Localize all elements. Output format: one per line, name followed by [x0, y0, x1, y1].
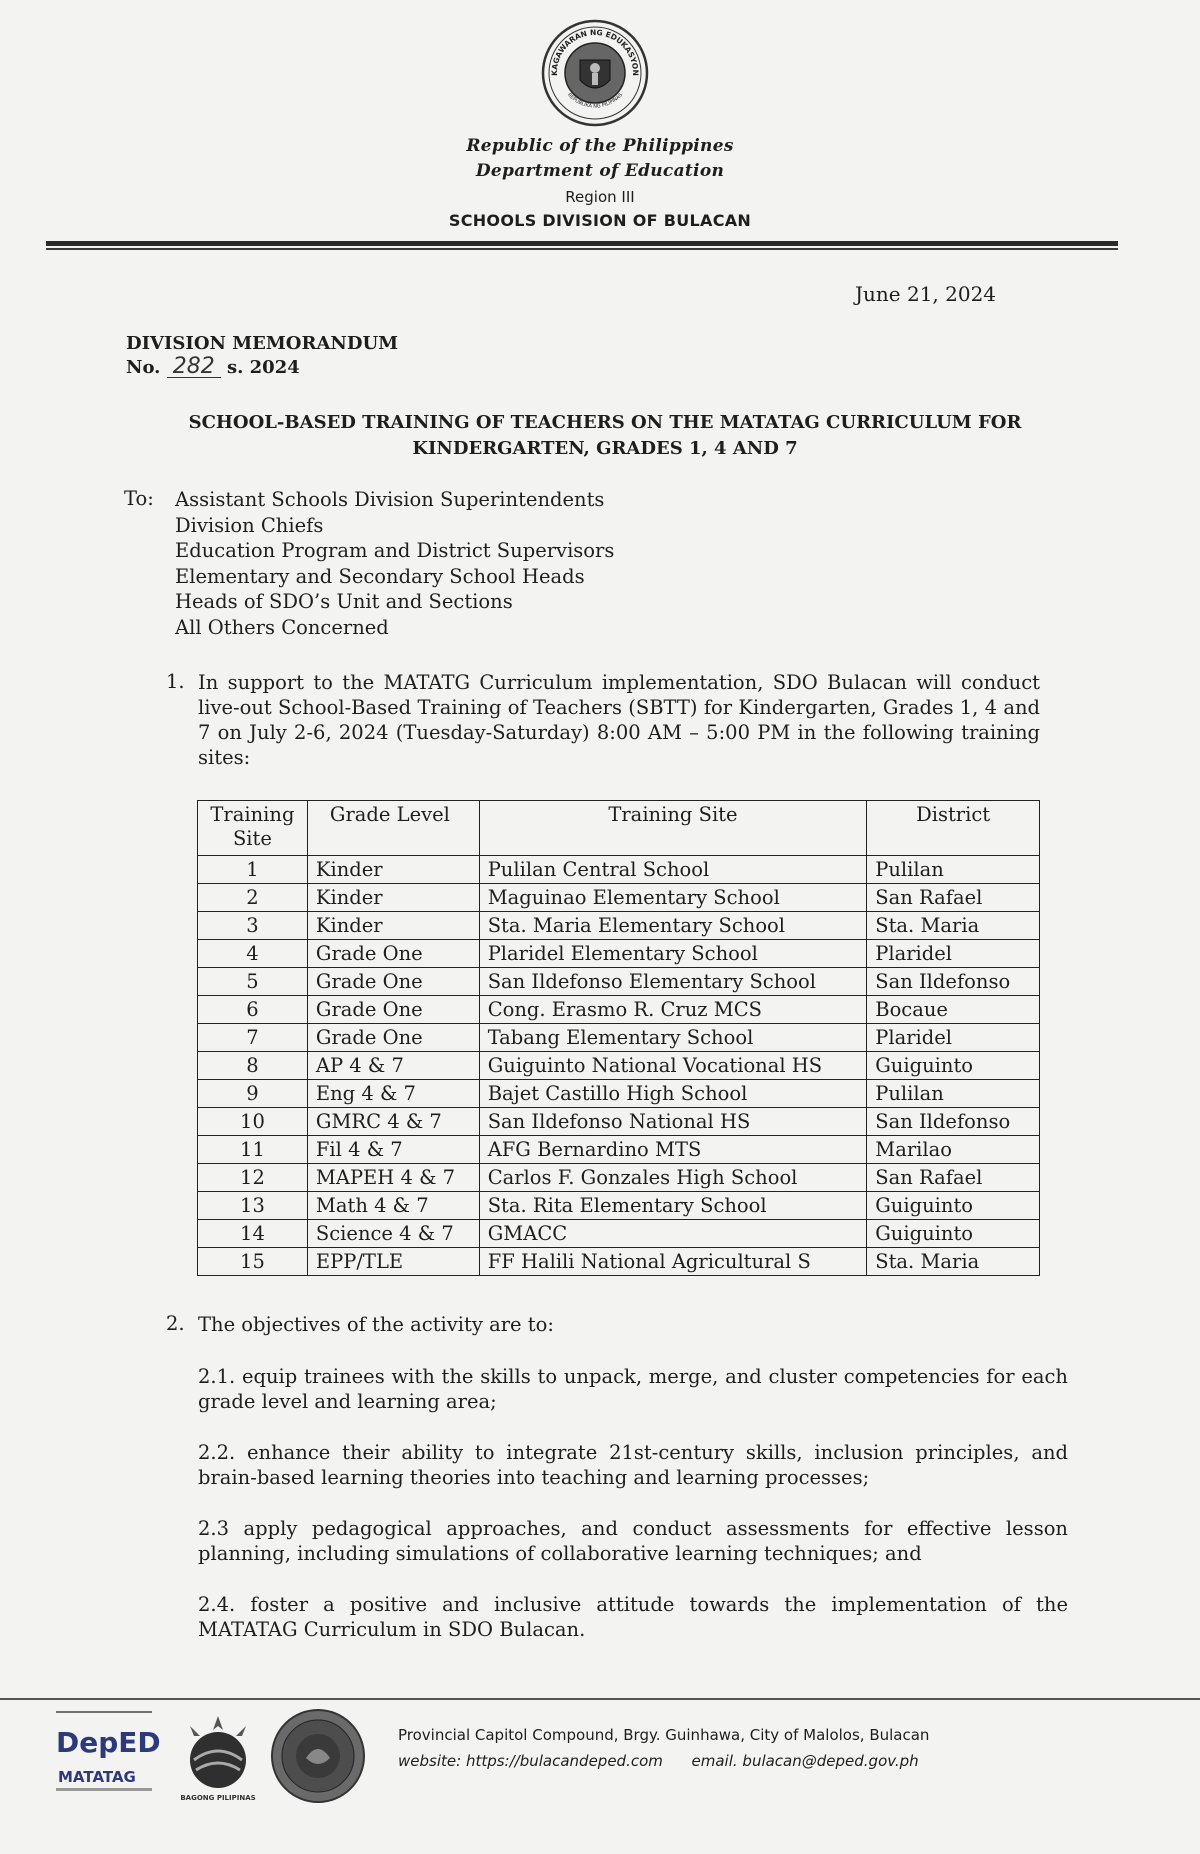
table-row	[198, 1108, 1040, 1136]
para2-number: 2.	[166, 1312, 185, 1335]
cell-training-site: Tabang Elementary School	[479, 1024, 867, 1052]
cell-training-site: Carlos F. Gonzales High School	[479, 1164, 867, 1192]
department-line: Department of Education	[475, 161, 725, 181]
deped-seal-logo	[540, 18, 650, 128]
cell-grade-level: Math 4 & 7	[307, 1192, 479, 1220]
cell-district: Guiguinto	[867, 1052, 1040, 1080]
footer-rule	[0, 1698, 1200, 1700]
cell-district: Pulilan	[867, 856, 1040, 884]
recipient-item: Education Program and District Supervisors	[175, 539, 615, 562]
cell-training-site: Plaridel Elementary School	[479, 940, 867, 968]
cell-site-number: 9	[198, 1080, 308, 1108]
bagong-pilipinas-logo	[170, 1712, 266, 1804]
objective-item: 2.3 apply pedagogical approaches, and conduct assessments for effective lesson planning, including simulations of collaborative learning techniques; and	[198, 1517, 1068, 1565]
recipient-item: Heads of SDO’s Unit and Sections	[175, 590, 513, 613]
cell-training-site: Bajet Castillo High School	[479, 1080, 867, 1108]
website-label: website:	[398, 1752, 462, 1770]
recipient-item: Assistant Schools Division Superintendents	[175, 488, 605, 511]
cell-grade-level: MAPEH 4 & 7	[307, 1164, 479, 1192]
cell-site-number: 10	[198, 1108, 308, 1136]
cell-site-number: 6	[198, 996, 308, 1024]
table-row	[198, 884, 1040, 912]
cell-training-site: Maguinao Elementary School	[479, 884, 867, 912]
cell-district: Plaridel	[867, 1024, 1040, 1052]
header-training-site: Training Site	[479, 801, 867, 856]
header-rule-thick	[46, 241, 1118, 246]
republic-line: Republic of the Philippines	[466, 136, 734, 156]
header-training-site-no: Training Site	[198, 801, 308, 856]
table-row	[198, 1220, 1040, 1248]
cell-grade-level: Grade One	[307, 968, 479, 996]
sdo-bulacan-seal	[270, 1708, 366, 1804]
subject-line-1: SCHOOL-BASED TRAINING OF TEACHERS ON THE MATATAG CURRICULUM FOR	[188, 412, 1022, 433]
email-label: email.	[691, 1752, 738, 1770]
cell-grade-level: AP 4 & 7	[307, 1052, 479, 1080]
footer-contact	[398, 1752, 919, 1770]
para1-text: In support to the MATATG Curriculum implementation, SDO Bulacan will conduct live-out School-Based Training of Teachers (SBTT) for Kindergarten, Grades 1, 4 and 7 on July 2-6, 2024 (Tuesday-Saturday) 8:00 AM – 5:00 PM in the following training sites:	[198, 671, 1040, 769]
cell-training-site: Cong. Erasmo R. Cruz MCS	[479, 996, 867, 1024]
objective-item: 2.1. equip trainees with the skills to unpack, merge, and cluster competencies for each grade level and learning area;	[198, 1365, 1068, 1413]
cell-training-site: GMACC	[479, 1220, 867, 1248]
table-header-row	[198, 801, 1040, 856]
header-district: District	[867, 801, 1040, 856]
cell-site-number: 11	[198, 1136, 308, 1164]
cell-site-number: 14	[198, 1220, 308, 1248]
table-row	[198, 968, 1040, 996]
cell-site-number: 12	[198, 1164, 308, 1192]
deped-matatag-logo	[52, 1700, 162, 1800]
cell-training-site: San Ildefonso Elementary School	[479, 968, 867, 996]
recipient-item: Division Chiefs	[175, 513, 324, 537]
memo-date: June 21, 2024	[855, 282, 997, 306]
deped-wordmark: DepED	[56, 1726, 161, 1759]
para1-number: 1.	[166, 670, 185, 693]
cell-district: Bocaue	[867, 996, 1040, 1024]
cell-grade-level: Kinder	[307, 912, 479, 940]
cell-site-number: 8	[198, 1052, 308, 1080]
cell-site-number: 5	[198, 968, 308, 996]
cell-district: Guiguinto	[867, 1192, 1040, 1220]
email-link[interactable]: bulacan@deped.gov.ph	[742, 1752, 919, 1770]
table-row	[198, 1080, 1040, 1108]
cell-site-number: 13	[198, 1192, 308, 1220]
training-sites-table	[197, 800, 1040, 1276]
cell-district: San Ildefonso	[867, 968, 1040, 996]
cell-grade-level: Kinder	[307, 856, 479, 884]
cell-grade-level: Fil 4 & 7	[307, 1136, 479, 1164]
table-row	[198, 996, 1040, 1024]
cell-district: Guiguinto	[867, 1220, 1040, 1248]
cell-site-number: 2	[198, 884, 308, 912]
footer-address: Provincial Capitol Compound, Brgy. Guinhawa, City of Malolos, Bulacan	[398, 1726, 930, 1744]
cell-grade-level: Kinder	[307, 884, 479, 912]
cell-grade-level: Eng 4 & 7	[307, 1080, 479, 1108]
cell-grade-level: Science 4 & 7	[307, 1220, 479, 1248]
cell-grade-level: GMRC 4 & 7	[307, 1108, 479, 1136]
cell-training-site: Pulilan Central School	[479, 856, 867, 884]
table-row	[198, 1052, 1040, 1080]
cell-district: Marilao	[867, 1136, 1040, 1164]
cell-district: San Rafael	[867, 884, 1040, 912]
para2-intro: The objectives of the activity are to:	[198, 1313, 554, 1336]
cell-training-site: FF Halili National Agricultural S	[479, 1248, 867, 1276]
objective-item: 2.4. foster a positive and inclusive attitude towards the implementation of the MATATAG Curriculum in SDO Bulacan.	[198, 1593, 1068, 1641]
cell-site-number: 4	[198, 940, 308, 968]
cell-district: San Rafael	[867, 1164, 1040, 1192]
header-grade-level: Grade Level	[307, 801, 479, 856]
to-label: To:	[124, 487, 154, 510]
cell-district: Pulilan	[867, 1080, 1040, 1108]
subject-line-2: KINDERGARTEN, GRADES 1, 4 AND 7	[412, 438, 798, 459]
cell-site-number: 15	[198, 1248, 308, 1276]
table-row	[198, 1192, 1040, 1220]
memo-number-handwritten: 282	[167, 357, 221, 378]
cell-grade-level: Grade One	[307, 940, 479, 968]
bagong-pilipinas-text: BAGONG PILIPINAS	[180, 1794, 256, 1802]
cell-training-site: Sta. Maria Elementary School	[479, 912, 867, 940]
cell-district: Sta. Maria	[867, 912, 1040, 940]
division-line: SCHOOLS DIVISION OF BULACAN	[448, 211, 752, 230]
table-row	[198, 856, 1040, 884]
region-line: Region III	[565, 188, 635, 206]
table-row	[198, 1136, 1040, 1164]
table-row	[198, 1248, 1040, 1276]
cell-grade-level: Grade One	[307, 1024, 479, 1052]
website-link[interactable]: https://bulacandeped.com	[465, 1752, 663, 1770]
memo-no-prefix: No.	[126, 357, 161, 378]
cell-district: Sta. Maria	[867, 1248, 1040, 1276]
cell-site-number: 1	[198, 856, 308, 884]
recipient-item: Elementary and Secondary School Heads	[175, 564, 585, 588]
header-rule-thin	[46, 248, 1118, 250]
cell-district: Plaridel	[867, 940, 1040, 968]
matatag-wordmark: MATATAG	[58, 1768, 136, 1786]
recipient-list	[175, 487, 614, 640]
table-row	[198, 912, 1040, 940]
memo-title: DIVISION MEMORANDUM	[126, 333, 399, 354]
cell-grade-level: EPP/TLE	[307, 1248, 479, 1276]
memo-number-line	[126, 354, 300, 379]
table-row	[198, 940, 1040, 968]
cell-district: San Ildefonso	[867, 1108, 1040, 1136]
seal-text-top: KAGAWARAN NG EDUKASYON	[549, 27, 641, 76]
memo-series: s. 2024	[226, 357, 300, 378]
memo-subject	[110, 410, 1100, 462]
seal-text-bottom: REPUBLIKA NG PILIPINAS	[566, 92, 624, 110]
cell-training-site: Guiguinto National Vocational HS	[479, 1052, 867, 1080]
table-row	[198, 1164, 1040, 1192]
cell-training-site: Sta. Rita Elementary School	[479, 1192, 867, 1220]
recipient-item: All Others Concerned	[175, 615, 389, 639]
objective-item: 2.2. enhance their ability to integrate 21st-century skills, inclusion principles, and brain-based learning theories into teaching and learning processes;	[198, 1441, 1068, 1489]
cell-site-number: 3	[198, 912, 308, 940]
table-row	[198, 1024, 1040, 1052]
cell-training-site: San Ildefonso National HS	[479, 1108, 867, 1136]
cell-training-site: AFG Bernardino MTS	[479, 1136, 867, 1164]
cell-site-number: 7	[198, 1024, 308, 1052]
cell-grade-level: Grade One	[307, 996, 479, 1024]
